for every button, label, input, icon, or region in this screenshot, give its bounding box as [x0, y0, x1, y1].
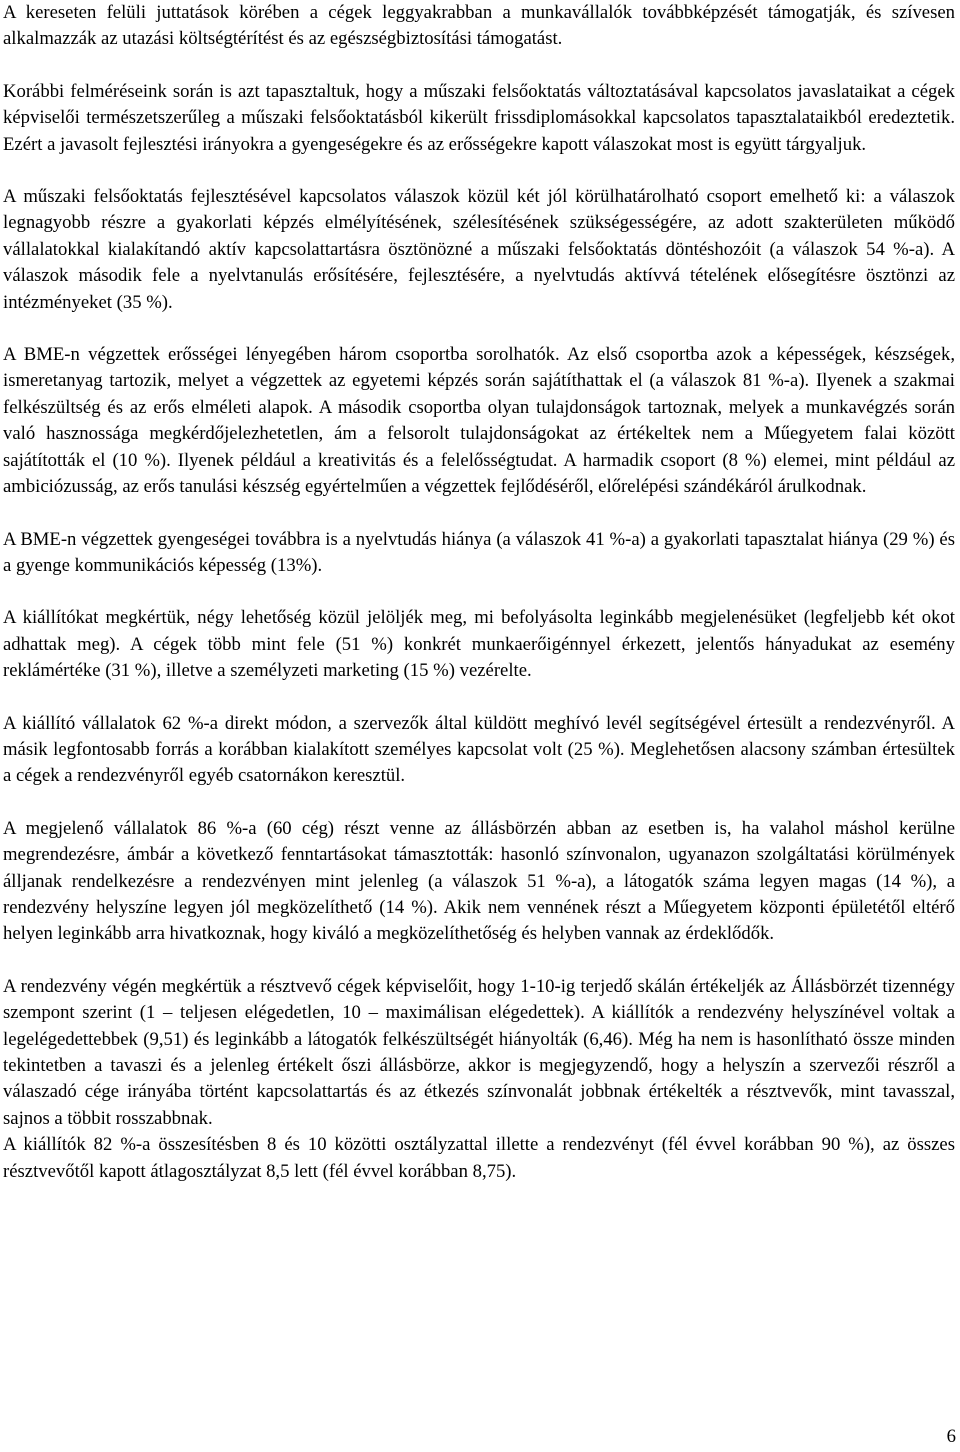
paragraph-strengths: A BME-n végzettek erősségei lényegében három csoportba sorolhatók. Az első csoportba azok a képességek, készségek, ismeretanyag tartozik, melyet a végzettek az egyetemi képzés során sajátíthattak el (a válaszok 81 %-a). Ilyenek a szakmai felkészültség és az erős elméleti alapok. A második csoportba olyan tulajdonságok tartoznak, melyek a munkavégzés során való hasznossága megkérdőjelezhetetlen, ám a felsorolt tulajdonságokat az értékeltek nem a Műegyetem falai között sajátították el (10 %). Ilyenek például a kreativitás és a felelősségtudat. A harmadik csoport (8 %) elemei, mint például az ambiciózusság, az erős tanulási készség egyértelműen a végzettek fejlődéséről, előrelépési szándékáról árulkodnak.: [3, 344, 955, 498]
paragraph-venue-preferences: A megjelenő vállalatok 86 %-a (60 cég) részt venne az állásbörzén abban az esetben is, ha valahol máshol kerülne megrendezésre, ámbár a következő fenntartásokat támasztották: hasonló színvonalon, ugyanazon szolgáltatási körülmények álljanak rendelkezésre a rendezvényen mint jelenleg (a válaszok 51 %-a), a látogatók száma legyen magas (14 %), a rendezvény helyszíne legyen jól megközelíthető (14 %). Akik nem vennének részt a Műegyetem központi épületétől eltérő helyen leginkább arra hivatkoznak, hogy kiváló a megközelíthetőség és helyben vannak az érdeklődők.: [3, 817, 955, 945]
paragraph-development-proposals: A műszaki felsőoktatás fejlesztésével kapcsolatos válaszok közül két jól körülhatárolható csoport emelhető ki: a válaszok legnagyobb részre a gyakorlati képzés elmélyítésének, szélesítésének szükségességére, az adott szakterületen működő vállalatokkal kialakítandó aktív kapcsolattartásra ösztönözné a műszaki felsőoktatás döntéshozóit (a válaszok 54 %-a). A válaszok második fele a nyelvtanulás erősítésére, fejlesztésére, a nyelvtudás aktívvá tételének elősegítésre ösztönzi az intézményeket (35 %).: [3, 186, 955, 313]
paragraph-information-sources: A kiállító vállalatok 62 %-a direkt módon, a szervezők által küldött meghívó levél segítségével értesült a rendezvényről. A másik legfontosabb forrás a korábban kialakított személyes kapcsolat volt (25 %). Meglehetősen alacsony számban értesültek a cégek a rendezvényről egyéb csatornákon keresztül.: [3, 712, 955, 787]
document-page: [3, 0, 955, 1185]
page-number: 6: [946, 1426, 956, 1447]
paragraph-previous-surveys: Korábbi felméréseink során is azt tapasztaltuk, hogy a műszaki felsőoktatás változtatásával kapcsolatos javaslataikat a cégek képviselői természetszerűleg a műszaki felsőoktatásból kikerült frissdiplomásokkal kapcsolatos tapasztalataikból eredeztetik. Ezért a javasolt fejlesztési irányokra a gyengeségekre és az erősségekre kapott válaszokat most is együtt tárgyaljuk.: [3, 80, 955, 155]
paragraph-benefits: A kereseten felüli juttatások körében a cégek leggyakrabban a munkavállalók továbbképzését támogatják, és szívesen alkalmazzák az utazási költségtérítést és az egészségbiztosítási támogatást.: [3, 2, 955, 50]
paragraph-participation-reasons: A kiállítókat megkértük, négy lehetőség közül jelöljék meg, mi befolyásolta leginkább megjelenésüket (legfeljebb két okot adhattak meg). A cégek több mint fele (51 %) konkrét munkaerőigénnyel érkezett, jelentős hányadukat az esemény reklámértéke (31 %), illetve a személyzeti marketing (15 %) vezérelte.: [3, 607, 955, 682]
paragraph-evaluation: A rendezvény végén megkértük a résztvevő cégek képviselőit, hogy 1-10-ig terjedő skálán értékeljék az Állásbörzét tizennégy szempont szerint (1 – teljesen elégedetlen, 10 – maximálisan elégedettek). A kiállítók a rendezvény helyszínével voltak a legelégedettebbek (9,51) és leginkább a látogatók felkészültségét hiányolták (6,46). Még ha nem is hasonlítható össze minden tekintetben a tavaszi és a jelenleg értékelt őszi állásbörze, akkor is megjegyzendő, hogy a helyszín a szervezői részről a válaszadó cége irányába történt kapcsolattartás és az étkezés színvonalát jobbnak értékelték a résztvevők, mint tavasszal, sajnos a többit rosszabbnak.: [3, 975, 955, 1129]
paragraph-weaknesses: A BME-n végzettek gyengeségei továbbra is a nyelvtudás hiánya (a válaszok 41 %-a) a gyakorlati tapasztalat hiánya (29 %) és a gyenge kommunikációs képesség (13%).: [3, 528, 955, 576]
paragraph-overall-rating: A kiállítók 82 %-a összesítésben 8 és 10 közötti osztályzattal illette a rendezvényt (fél évvel korábban 90 %), az összes résztvevőtől kapott átlagosztályzat 8,5 lett (fél évvel korábban 8,75).: [3, 1134, 955, 1182]
